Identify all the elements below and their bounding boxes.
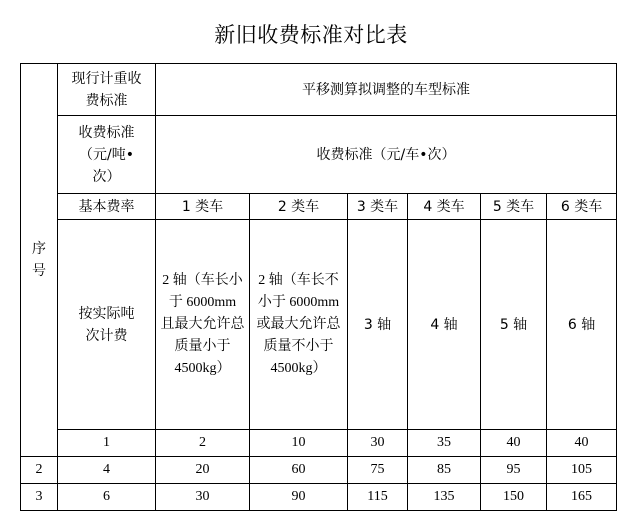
fee-unit-header: 收费标准（元/车•次） <box>156 116 617 194</box>
row-class-3: 35 <box>408 430 481 457</box>
class-5-header: 5 类车 <box>481 194 547 220</box>
seq-header: 序号 <box>32 241 46 279</box>
seq-header-cell <box>21 64 58 457</box>
class-3-description: 3 轴 <box>348 220 408 430</box>
row-class-2: 90 <box>250 484 348 511</box>
class-2-description: 2 轴（车长不小于 6000mm 或最大允许总质量不小于 4500kg） <box>256 272 341 376</box>
header-row-3 <box>21 194 617 220</box>
table-row <box>21 484 617 511</box>
current-description: 按实际吨次计费 <box>78 305 135 344</box>
row-class-1: 30 <box>156 484 250 511</box>
row-seq: 1 <box>58 430 156 457</box>
row-class-4: 85 <box>408 457 481 484</box>
row-class-4: 40 <box>481 430 547 457</box>
rate-unit-header-cell <box>58 116 156 194</box>
table-row <box>21 430 617 457</box>
row-class-2: 60 <box>250 457 348 484</box>
row-class-5: 95 <box>481 457 547 484</box>
class-1-description: 2 轴（车长小于 6000mm 且最大允许总质量小于 4500kg） <box>160 272 245 376</box>
fee-comparison-table <box>20 63 617 511</box>
row-class-6: 165 <box>547 484 617 511</box>
class-6-description: 6 轴 <box>547 220 617 430</box>
row-class-6: 105 <box>547 457 617 484</box>
row-class-5: 150 <box>481 484 547 511</box>
class-4-description: 4 轴 <box>408 220 481 430</box>
current-standard-header-cell <box>58 64 156 116</box>
row-seq: 2 <box>21 457 58 484</box>
current-description-cell <box>58 220 156 430</box>
current-standard-header: 现行计重收费标准 <box>71 70 142 109</box>
rate-unit-header: 收费标准（元/吨•次） <box>78 124 135 185</box>
class-4-header: 4 类车 <box>408 194 481 220</box>
row-class-4: 135 <box>408 484 481 511</box>
header-row-2 <box>21 116 617 194</box>
row-class-1: 20 <box>156 457 250 484</box>
class-1-header: 1 类车 <box>156 194 250 220</box>
row-class-5: 40 <box>547 430 617 457</box>
row-seq: 3 <box>21 484 58 511</box>
page-title: 新旧收费标准对比表 <box>214 23 408 47</box>
class-6-header: 6 类车 <box>547 194 617 220</box>
table-row <box>21 457 617 484</box>
row-base-rate: 2 <box>156 430 250 457</box>
header-row-4 <box>21 220 617 430</box>
class-1-description-cell <box>156 220 250 430</box>
row-base-rate: 6 <box>58 484 156 511</box>
class-3-header: 3 类车 <box>348 194 408 220</box>
header-row-1 <box>21 64 617 116</box>
class-2-header: 2 类车 <box>250 194 348 220</box>
row-class-1: 10 <box>250 430 348 457</box>
row-base-rate: 4 <box>58 457 156 484</box>
class-2-description-cell <box>250 220 348 430</box>
base-rate-header: 基本费率 <box>58 194 156 220</box>
class-5-description: 5 轴 <box>481 220 547 430</box>
proposed-standard-header: 平移测算拟调整的车型标准 <box>156 64 617 116</box>
row-class-3: 75 <box>348 457 408 484</box>
row-class-3: 115 <box>348 484 408 511</box>
row-class-2: 30 <box>348 430 408 457</box>
